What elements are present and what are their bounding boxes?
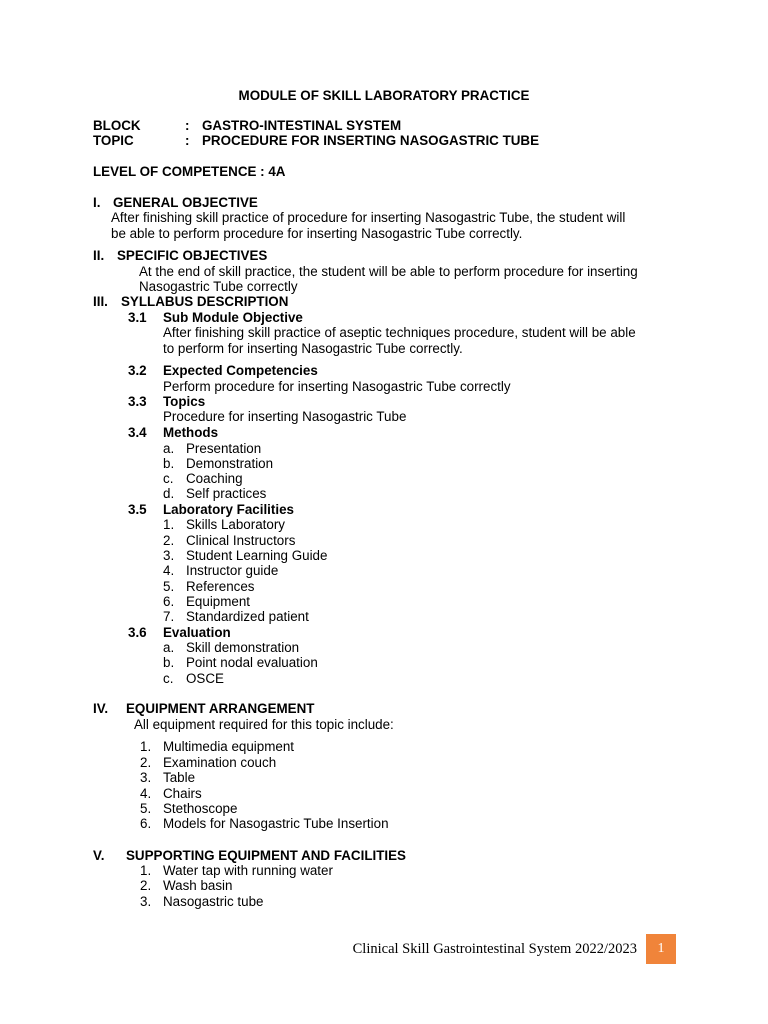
list-marker: d. [163,486,175,501]
list-item: OSCE [186,671,224,686]
list-marker: 2. [140,755,152,770]
list-item: Chairs [163,786,202,801]
subsection-heading: Laboratory Facilities [163,502,294,517]
list-item: Standardized patient [186,609,309,624]
subsection-heading: Evaluation [163,625,231,640]
list-marker: 2. [140,878,152,893]
list-marker: 7. [163,609,175,624]
list-item: Skills Laboratory [186,517,285,532]
topic-colon: : [185,133,190,148]
section-2-line: Nasogastric Tube correctly [139,279,298,294]
list-item: Instructor guide [186,563,279,578]
section-4-heading: EQUIPMENT ARRANGEMENT [126,701,315,716]
list-marker: 1. [140,739,152,754]
list-marker: a. [163,640,175,655]
list-item: Point nodal evaluation [186,655,318,670]
block-colon: : [185,118,190,133]
list-marker: a. [163,441,175,456]
subsection-line: to perform for inserting Nasogastric Tube correctly. [163,341,463,356]
list-marker: c. [163,671,174,686]
list-item: Nasogastric tube [163,894,264,909]
topic-label: TOPIC [93,133,134,148]
section-2-heading: SPECIFIC OBJECTIVES [117,248,268,263]
list-marker: 4. [163,563,175,578]
block-value: GASTRO-INTESTINAL SYSTEM [202,118,402,133]
section-4-number: IV. [93,701,109,716]
subsection-line: After finishing skill practice of aseptic techniques procedure, student will be able [163,325,636,340]
list-item: Examination couch [163,755,277,770]
section-1-line: be able to perform procedure for inserting Nasogastric Tube correctly. [111,226,523,241]
list-item: Multimedia equipment [163,739,294,754]
subsection-number: 3.6 [128,625,147,640]
list-marker: 6. [163,594,175,609]
subsection-line: Procedure for inserting Nasogastric Tube [163,409,407,424]
list-marker: b. [163,456,175,471]
list-marker: 5. [140,801,152,816]
list-marker: b. [163,655,175,670]
list-marker: 1. [163,517,175,532]
list-item: Equipment [186,594,251,609]
subsection-number: 3.3 [128,394,147,409]
section-2-line: At the end of skill practice, the student will be able to perform procedure for inserting [139,264,638,279]
page-number-badge: 1 [646,934,676,964]
list-item: Water tap with running water [163,863,333,878]
subsection-heading: Expected Competencies [163,363,318,378]
list-marker: 3. [140,894,152,909]
list-marker: c. [163,471,174,486]
subsection-heading: Methods [163,425,219,440]
list-item: Demonstration [186,456,274,471]
list-item: Clinical Instructors [186,533,296,548]
section-1-line: After finishing skill practice of procedure for inserting Nasogastric Tube, the student will [111,210,626,225]
list-item: Stethoscope [163,801,238,816]
document-title: MODULE OF SKILL LABORATORY PRACTICE [238,88,530,103]
subsection-number: 3.4 [128,425,147,440]
list-marker: 3. [163,548,175,563]
list-item: Models for Nasogastric Tube Insertion [163,816,389,831]
section-4-intro: All equipment required for this topic include: [134,717,394,732]
list-item: Table [163,770,196,785]
list-item: Coaching [186,471,243,486]
subsection-heading: Topics [163,394,206,409]
list-marker: 6. [140,816,152,831]
list-marker: 3. [140,770,152,785]
subsection-number: 3.1 [128,310,147,325]
subsection-number: 3.5 [128,502,147,517]
level-of-competence: LEVEL OF COMPETENCE : 4A [93,164,286,179]
list-item: Presentation [186,441,262,456]
section-2-number: II. [93,248,105,263]
list-item: Wash basin [163,878,233,893]
list-marker: 5. [163,579,175,594]
footer-text: Clinical Skill Gastrointestinal System 2022/2023 [352,941,637,957]
list-item: Self practices [186,486,267,501]
section-1-number: I. [93,195,101,210]
list-marker: 2. [163,533,175,548]
list-item: Skill demonstration [186,640,300,655]
list-item: References [186,579,255,594]
section-5-number: V. [93,848,105,863]
section-3-heading: SYLLABUS DESCRIPTION [121,294,289,309]
list-marker: 1. [140,863,152,878]
list-marker: 4. [140,786,152,801]
topic-value: PROCEDURE FOR INSERTING NASOGASTRIC TUBE [202,133,540,148]
subsection-heading: Sub Module Objective [163,310,303,325]
subsection-line: Perform procedure for inserting Nasogastric Tube correctly [163,379,511,394]
list-item: Student Learning Guide [186,548,328,563]
section-3-number: III. [93,294,108,309]
section-1-heading: GENERAL OBJECTIVE [113,195,258,210]
section-5-heading: SUPPORTING EQUIPMENT AND FACILITIES [126,848,406,863]
block-label: BLOCK [93,118,141,133]
subsection-number: 3.2 [128,363,147,378]
